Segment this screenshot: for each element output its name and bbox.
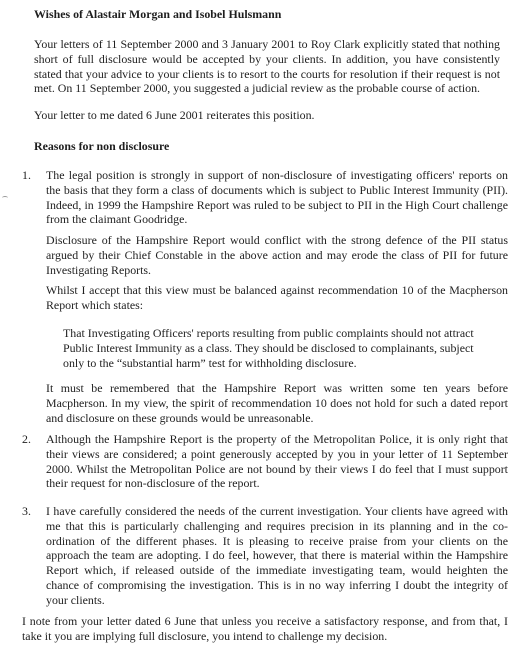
document-title: Wishes of Alastair Morgan and Isobel Hulsmann: [34, 7, 282, 21]
reason-3-text: I have carefully considered the needs of the current investigation. Your clients have agreed with me that this is particularly challenging and requires precision in its planning and in the co-ordination of the different phases. It is pleasing to receive praise from your clients on the approach the team are adopting. I do feel, however, that there is material within the Hampshire Report which, if released outside of the immediate investigating team, would heighten the chance of compromising the investigation. This is in no way inferring I doubt the integrity of your clients.: [46, 504, 508, 607]
reasons-heading: Reasons for non disclosure: [34, 139, 170, 153]
scan-mark: [2, 196, 8, 200]
reason-number: 2.: [22, 432, 31, 446]
final-paragraph: I note from your letter dated 6 June that unless you receive a satisfactory response, and from that, I take it you are implying full disclosure, you intend to challenge my decision.: [22, 614, 508, 643]
intro-paragraph-1: Your letters of 11 September 2000 and 3 January 2001 to Roy Clark explicitly stated that nothing short of full disclosure would be accepted by your clients. In addition, you have consistently stated that your advice to your clients is to resort to the courts for resolution if their request is not met. On 11 September 2000, you suggested a judicial review as the probable course of action.: [34, 37, 500, 96]
reason-1-closing: It must be remembered that the Hampshire Report was written some ten years before Macpherson. In my view, the spirit of recommendation 10 does not hold for such a dated report and disclosure on these grounds would be unreasonable.: [46, 381, 508, 425]
reason-2-text: Although the Hampshire Report is the property of the Metropolitan Police, it is only right that their views are considered; a point generously accepted by you in your letter of 11 September 2000. Whilst the Metropolitan Police are not bound by their views I do feel that I must support their request for non-disclosure of the report.: [46, 432, 508, 491]
reason-1-paragraph-2: Disclosure of the Hampshire Report would conflict with the strong defence of the PII status argued by their Chief Constable in the above action and may erode the class of PII for future Investigating Reports.: [46, 233, 508, 277]
reason-number: 3.: [22, 504, 31, 518]
intro-paragraph-2: Your letter to me dated 6 June 2001 reiterates this position.: [34, 108, 315, 122]
reason-1-quote: That Investigating Officers' reports resulting from public complaints should not attract Public Interest Immunity as a class. They should be disclosed to complainants, subject only to the “substantial harm” test for withholding disclosure.: [63, 326, 474, 370]
reason-1-paragraph-1: The legal position is strongly in support of non-disclosure of investigating officers' reports on the basis that they form a class of documents which is subject to Public Interest Immunity (PII). Indeed, in 1999 the Hampshire Report was ruled to be subject to PII in the High Court challenge from the claimant Goodridge.: [46, 168, 508, 227]
reason-1-paragraph-3: Whilst I accept that this view must be balanced against recommendation 10 of the Macpherson Report which states:: [46, 283, 508, 312]
reason-number: 1.: [22, 168, 31, 182]
